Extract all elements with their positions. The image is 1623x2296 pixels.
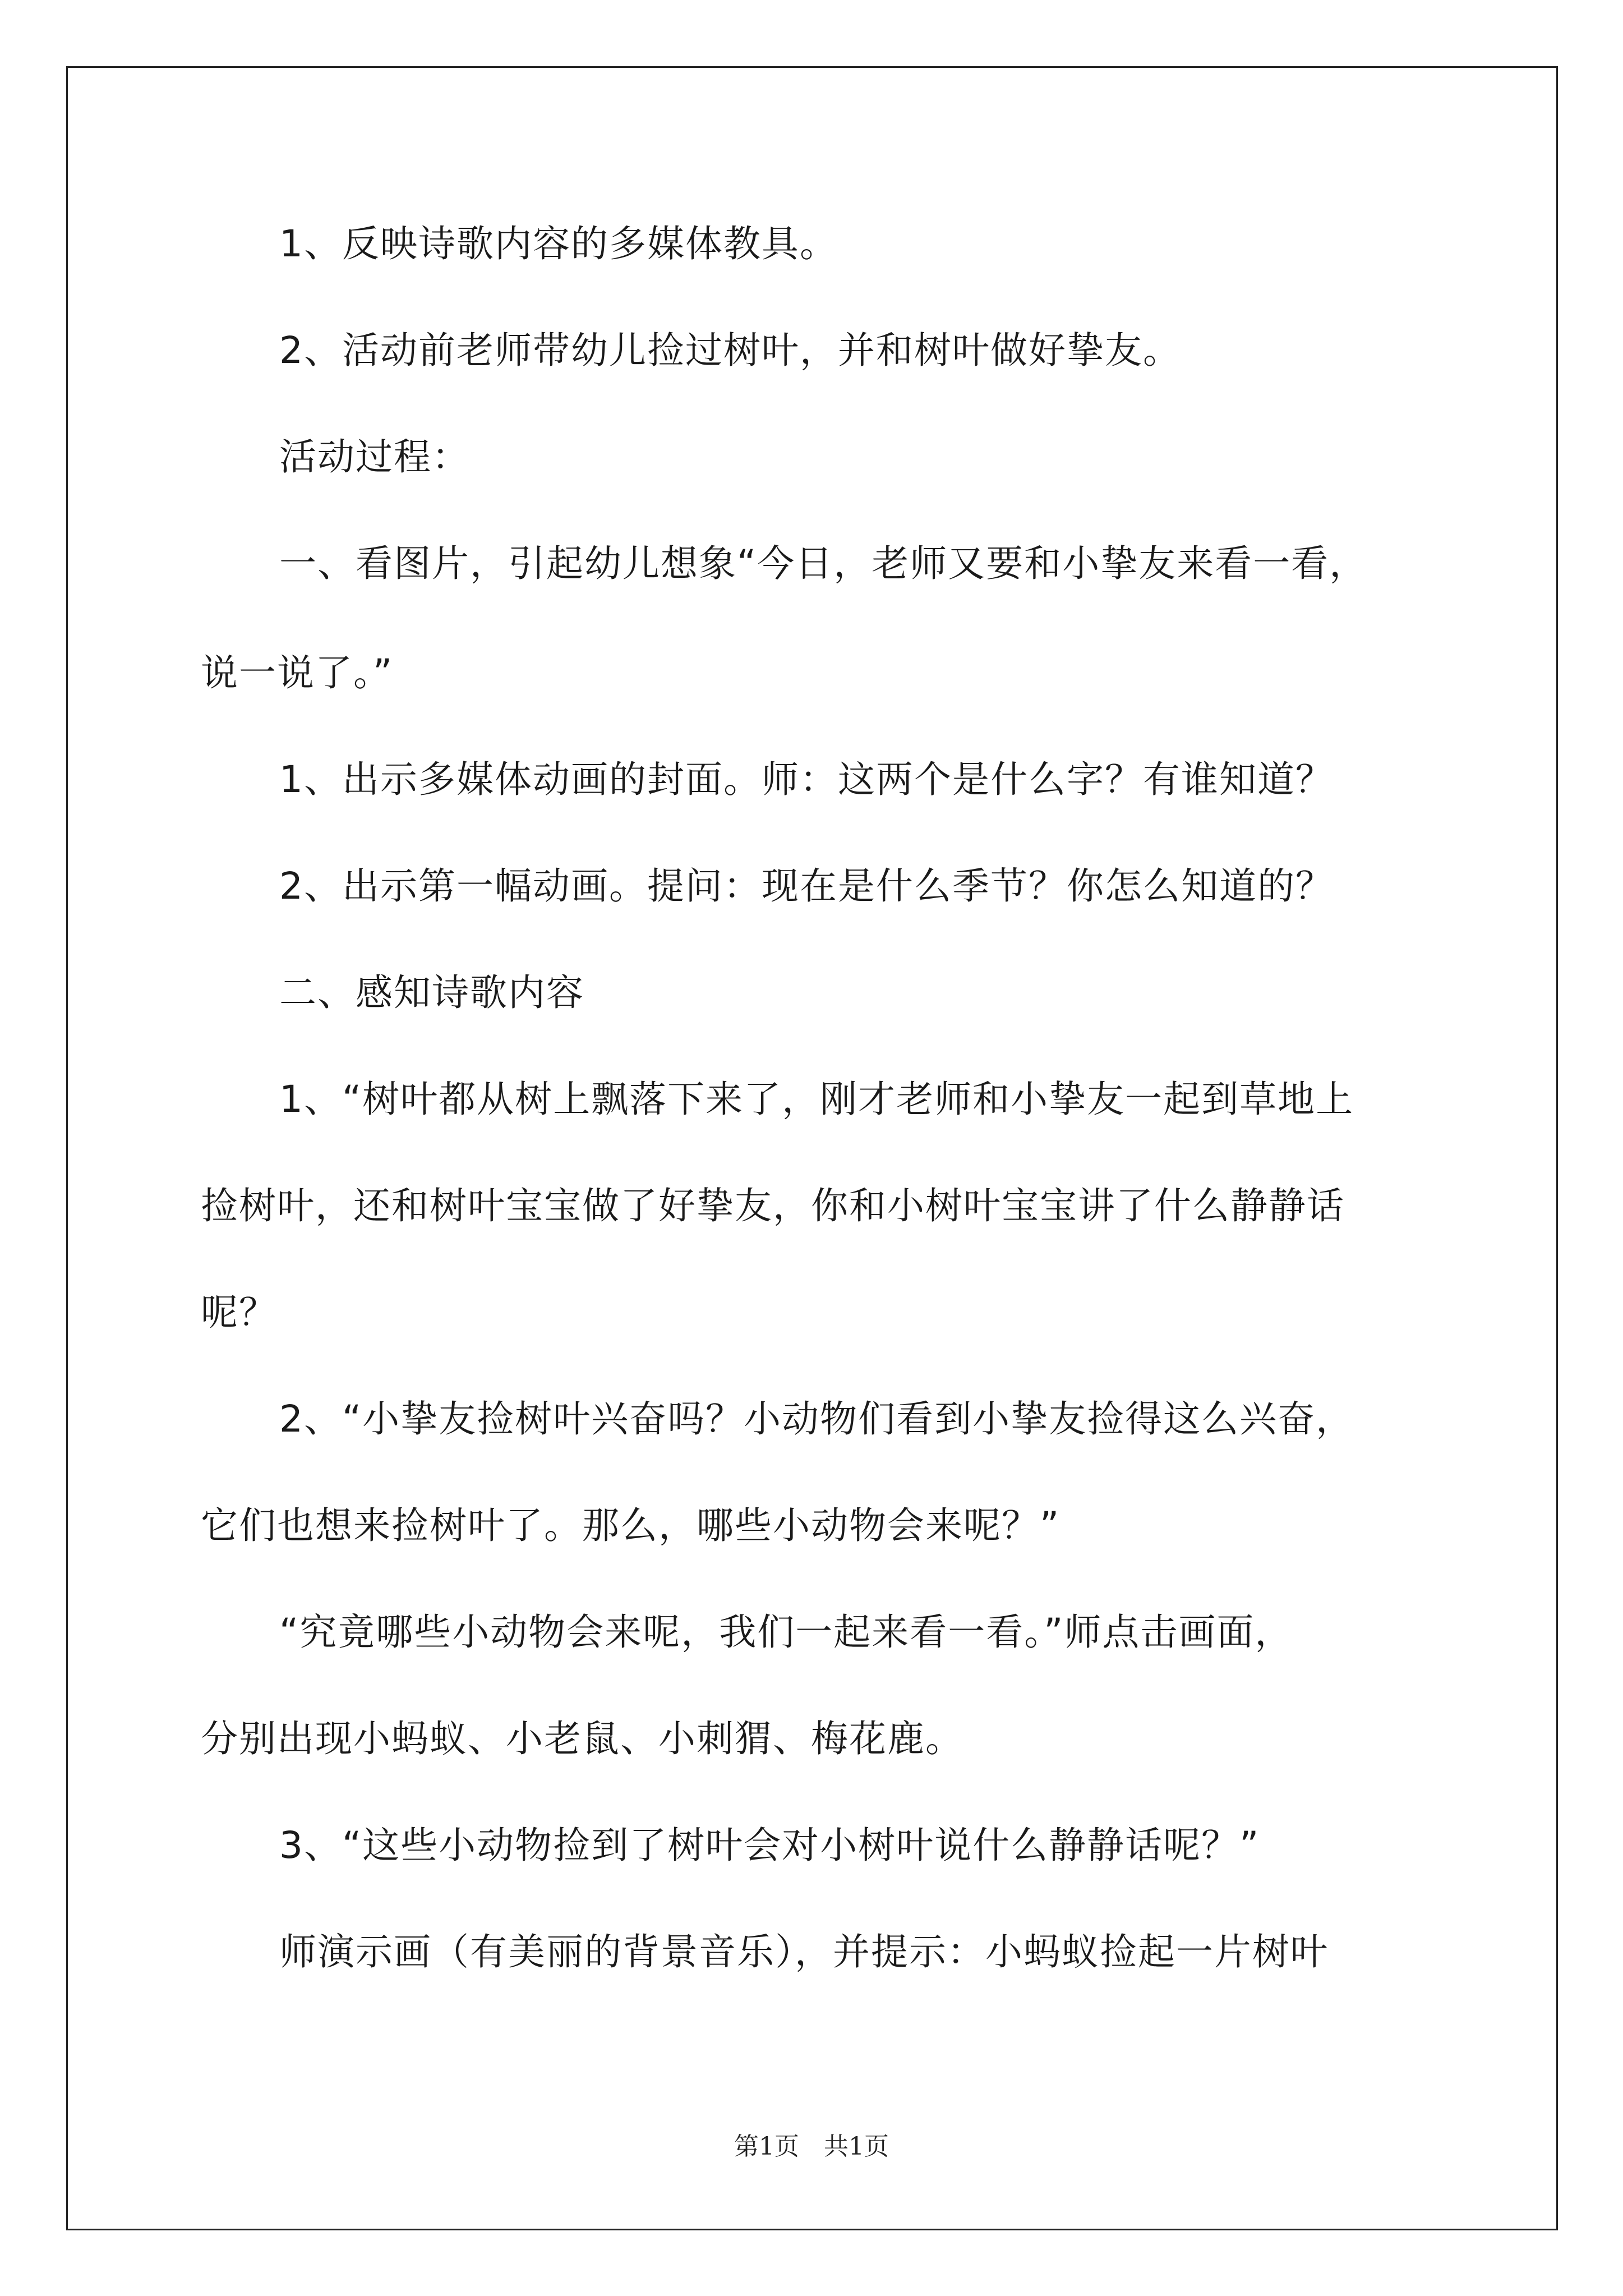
paragraph-line: 捡树叶，还和树叶宝宝做了好挚友，你和小树叶宝宝讲了什么静静话	[201, 1184, 1345, 1227]
paragraph-line: 它们也想来捡树叶了。那么，哪些小动物会来呢？”	[201, 1504, 1061, 1547]
paragraph-line: 说一说了。”	[201, 651, 394, 694]
paragraph-line: 一、看图片，引起幼儿想象“今日，老师又要和小挚友来看一看，	[279, 542, 1368, 585]
paragraph-line: 2、“小挚友捡树叶兴奋吗？小动物们看到小挚友捡得这么兴奋，	[279, 1397, 1354, 1441]
page-number: 第1页 共1页	[734, 2132, 889, 2161]
page-border	[66, 66, 1558, 2230]
paragraph-line: 分别出现小蚂蚁、小老鼠、小刺猬、梅花鹿。	[201, 1717, 963, 1760]
paragraph-line: “究竟哪些小动物会来呢，我们一起来看一看。”师点击画面，	[279, 1611, 1293, 1654]
paragraph-line: 1、反映诗歌内容的多媒体教具。	[279, 222, 838, 265]
paragraph-line: 1、“树叶都从树上飘落下来了，刚才老师和小挚友一起到草地上	[279, 1078, 1354, 1121]
paragraph-line: 活动过程：	[279, 435, 470, 478]
paragraph-line: 1、出示多媒体动画的封面。师：这两个是什么字？有谁知道？	[279, 758, 1334, 801]
paragraph-line: 3、“这些小动物捡到了树叶会对小树叶说什么静静话呢？”	[279, 1824, 1260, 1867]
paragraph-line: 二、感知诗歌内容	[279, 971, 584, 1014]
paragraph-line: 2、活动前老师带幼儿捡过树叶，并和树叶做好挚友。	[279, 329, 1181, 372]
paragraph-line: 2、出示第一幅动画。提问：现在是什么季节？你怎么知道的？	[279, 864, 1334, 908]
paragraph-line: 师演示画（有美丽的背景音乐），并提示：小蚂蚁捡起一片树叶	[279, 1930, 1329, 1973]
paragraph-line: 呢？	[201, 1291, 277, 1334]
